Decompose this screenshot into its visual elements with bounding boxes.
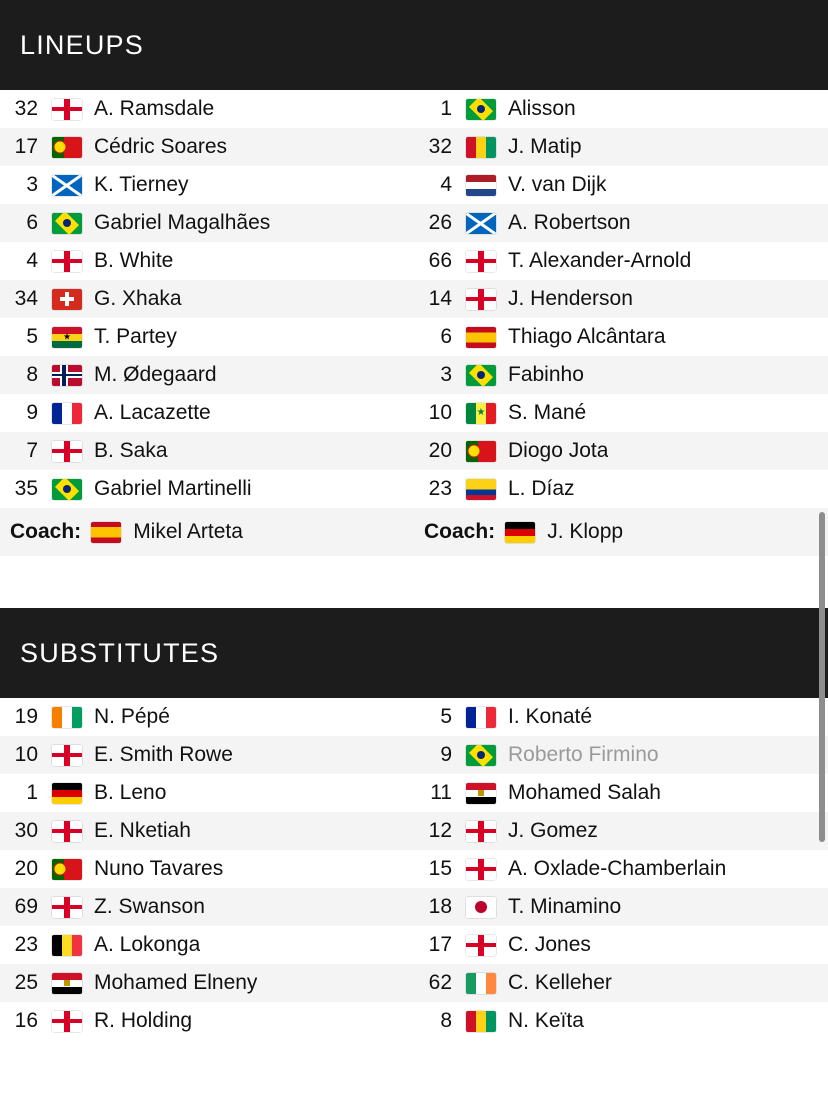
player-number: 69 [14,895,38,918]
player-name: B. White [94,249,174,272]
flag-icon-eng [52,251,82,272]
player-number: 26 [428,211,452,234]
section-title: LINEUPS [20,29,144,60]
player-number: 4 [26,249,38,272]
player-number: 8 [440,1009,452,1032]
player-number: 35 [14,477,38,500]
flag-icon-eng [52,897,82,918]
player-number: 1 [26,781,38,804]
flag-icon-bra [52,213,82,234]
player-name: Fabinho [508,363,584,386]
player-name: E. Nketiah [94,819,191,842]
roster-lineups [0,90,828,508]
player-number: 20 [428,439,452,462]
table-row[interactable] [0,280,828,318]
table-row[interactable] [0,204,828,242]
player-number: 23 [14,933,38,956]
table-row[interactable] [0,432,828,470]
table-row[interactable] [0,242,828,280]
section-header-substitutes [0,608,828,698]
home-player[interactable] [0,774,414,812]
home-player[interactable] [0,128,414,166]
flag-icon-esp [91,522,121,543]
coach-label: Coach: [424,520,496,543]
table-row[interactable] [0,1002,828,1040]
away-player[interactable] [414,128,828,166]
player-name: S. Mané [508,401,587,424]
player-name: A. Lokonga [94,933,201,956]
coach-row [0,508,828,556]
flag-icon-nor [52,365,82,386]
flag-icon-por [52,137,82,158]
home-player[interactable] [0,356,414,394]
player-number: 10 [14,743,38,766]
flag-icon-bra [52,479,82,500]
table-row[interactable] [0,812,828,850]
flag-icon-fra [52,403,82,424]
home-player[interactable] [0,698,414,736]
player-name: Mohamed Elneny [94,971,258,994]
section-title: SUBSTITUTES [20,637,220,668]
player-number: 15 [428,857,452,880]
player-name: Alisson [508,97,576,120]
player-name: C. Jones [508,933,591,956]
player-name: J. Matip [508,135,582,158]
away-player[interactable] [414,736,828,774]
player-name: Gabriel Magalhães [94,211,271,234]
player-number: 5 [26,325,38,348]
home-player[interactable] [0,394,414,432]
flag-icon-sui [52,289,82,310]
player-number: 20 [14,857,38,880]
flag-icon-eng [466,289,496,310]
player-number: 18 [428,895,452,918]
player-number: 7 [26,439,38,462]
player-name: A. Oxlade-Chamberlain [508,857,727,880]
table-row[interactable] [0,394,828,432]
away-player[interactable] [414,964,828,1002]
table-row[interactable] [0,964,828,1002]
flag-icon-egy [466,783,496,804]
table-row[interactable] [0,774,828,812]
player-name: I. Konaté [508,705,593,728]
flag-icon-cmr [466,137,496,158]
player-number: 17 [14,135,38,158]
table-row[interactable] [0,850,828,888]
away-player[interactable] [414,774,828,812]
away-player[interactable] [414,812,828,850]
home-player[interactable] [0,280,414,318]
home-player[interactable] [0,736,414,774]
away-player[interactable] [414,926,828,964]
away-player[interactable] [414,850,828,888]
player-name: N. Pépé [94,705,170,728]
flag-icon-por [466,441,496,462]
player-number: 12 [428,819,452,842]
table-row[interactable] [0,736,828,774]
vertical-scrollbar[interactable] [819,512,825,842]
home-player[interactable] [0,242,414,280]
player-number: 3 [26,173,38,196]
flag-icon-por [52,859,82,880]
player-number: 16 [14,1009,38,1032]
flag-icon-ned [466,175,496,196]
home-player[interactable] [0,432,414,470]
flag-icon-eng [52,441,82,462]
section-spacer [0,556,828,608]
player-name: M. Ødegaard [94,363,217,386]
flag-icon-eng [466,251,496,272]
player-number: 11 [430,781,452,804]
flag-icon-ger [52,783,82,804]
home-player[interactable] [0,1002,414,1040]
flag-icon-gha [52,327,82,348]
flag-icon-sco [52,175,82,196]
player-name: Nuno Tavares [94,857,224,880]
flag-icon-esp [466,327,496,348]
home-player[interactable] [0,166,414,204]
home-player[interactable] [0,812,414,850]
player-name: T. Alexander-Arnold [508,249,692,272]
player-name: Thiago Alcântara [508,325,666,348]
away-player[interactable] [414,432,828,470]
away-player[interactable] [414,166,828,204]
table-row[interactable] [0,356,828,394]
away-player[interactable] [414,356,828,394]
flag-icon-eng [52,1011,82,1032]
player-name: J. Gomez [508,819,598,842]
player-name: R. Holding [94,1009,193,1032]
flag-icon-eng [466,935,496,956]
player-number: 9 [440,743,452,766]
coach-name: J. Klopp [547,520,624,543]
away-player[interactable] [414,280,828,318]
flag-icon-eng [466,859,496,880]
away-player[interactable] [414,90,828,128]
player-number: 1 [440,97,452,120]
player-number: 6 [26,211,38,234]
player-name: C. Kelleher [508,971,612,994]
player-name: T. Minamino [508,895,622,918]
flag-icon-eng [466,821,496,842]
table-row[interactable] [0,90,828,128]
flag-icon-fra [466,707,496,728]
table-row[interactable] [0,888,828,926]
table-row[interactable] [0,318,828,356]
home-player[interactable] [0,90,414,128]
player-number: 32 [14,97,38,120]
player-name: A. Ramsdale [94,97,215,120]
home-player[interactable] [0,470,414,508]
player-name: J. Henderson [508,287,633,310]
player-number: 19 [14,705,38,728]
coach-away[interactable] [414,508,828,556]
player-name: K. Tierney [94,173,189,196]
away-player[interactable] [414,698,828,736]
player-name: V. van Dijk [508,173,607,196]
player-name: A. Robertson [508,211,631,234]
player-name: G. Xhaka [94,287,182,310]
away-player[interactable] [414,888,828,926]
roster-substitutes [0,698,828,1040]
flag-icon-irl [466,973,496,994]
flag-icon-bra [466,745,496,766]
player-number: 6 [440,325,452,348]
flag-icon-egy [52,973,82,994]
player-number: 5 [440,705,452,728]
away-player[interactable] [414,470,828,508]
player-name: B. Leno [94,781,167,804]
player-number: 23 [428,477,452,500]
player-number: 66 [428,249,452,272]
table-row[interactable] [0,166,828,204]
player-name: L. Díaz [508,477,575,500]
flag-icon-bra [466,365,496,386]
flag-icon-jpn [466,897,496,918]
player-name: Roberto Firmino [508,743,659,766]
table-row[interactable] [0,128,828,166]
flag-icon-bel [52,935,82,956]
player-number: 3 [440,363,452,386]
player-number: 17 [428,933,452,956]
home-player[interactable] [0,204,414,242]
home-player[interactable] [0,318,414,356]
flag-icon-bra [466,99,496,120]
player-name: Z. Swanson [94,895,205,918]
player-name: Mohamed Salah [508,781,661,804]
player-name: N. Keïta [508,1009,584,1032]
flag-icon-eng [52,99,82,120]
player-number: 8 [26,363,38,386]
coach-home[interactable] [0,508,414,556]
flag-icon-civ [52,707,82,728]
away-player[interactable] [414,204,828,242]
flag-icon-ger [505,522,535,543]
player-number: 25 [14,971,38,994]
away-player[interactable] [414,318,828,356]
player-number: 10 [428,401,452,424]
section-header-lineups [0,0,828,90]
player-number: 32 [428,135,452,158]
away-player[interactable] [414,1002,828,1040]
flag-icon-gin [466,1011,496,1032]
flag-icon-sco [466,213,496,234]
coach-name: Mikel Arteta [133,520,243,543]
flag-icon-sen [466,403,496,424]
player-name: Diogo Jota [508,439,609,462]
player-name: Gabriel Martinelli [94,477,252,500]
player-number: 34 [14,287,38,310]
home-player[interactable] [0,850,414,888]
away-player[interactable] [414,242,828,280]
player-number: 30 [14,819,38,842]
table-row[interactable] [0,926,828,964]
table-row[interactable] [0,698,828,736]
flag-icon-eng [52,745,82,766]
player-number: 62 [428,971,452,994]
away-player[interactable] [414,394,828,432]
coach-label: Coach: [10,520,82,543]
flag-icon-col [466,479,496,500]
player-name: T. Partey [94,325,177,348]
player-number: 9 [26,401,38,424]
player-number: 4 [440,173,452,196]
player-name: A. Lacazette [94,401,211,424]
table-row[interactable] [0,470,828,508]
player-name: E. Smith Rowe [94,743,233,766]
home-player[interactable] [0,964,414,1002]
flag-icon-eng [52,821,82,842]
home-player[interactable] [0,888,414,926]
player-number: 14 [428,287,452,310]
home-player[interactable] [0,926,414,964]
player-name: B. Saka [94,439,168,462]
player-name: Cédric Soares [94,135,228,158]
